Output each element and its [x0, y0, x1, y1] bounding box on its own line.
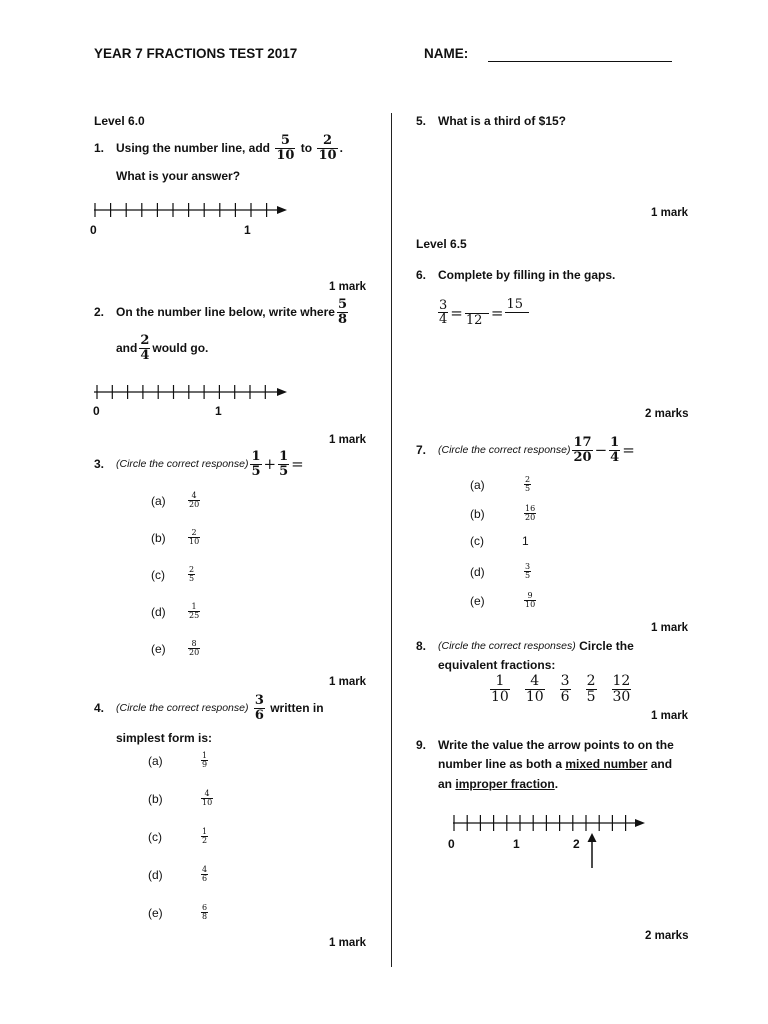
option-label: (a): [148, 753, 163, 768]
column-divider: [391, 113, 392, 967]
level-heading: Level 6.5: [416, 237, 467, 251]
option-label: (c): [148, 829, 162, 844]
question-text: What is a third of $15?: [438, 114, 567, 128]
equivalent-fraction-list: [488, 674, 633, 704]
mark-label: 1 mark: [329, 676, 367, 688]
question-text: Write the value the arrow points to on the: [438, 738, 674, 752]
question-number: 6.: [416, 268, 427, 282]
option-label: (d): [470, 564, 485, 579]
fraction-with-gap[interactable]: 15: [505, 298, 529, 328]
equivalent-fraction-option[interactable]: $\frac{3}{6}$: [560, 673, 570, 705]
question-6: [416, 268, 615, 282]
question-number: 4.: [94, 701, 105, 716]
tick-label: 2: [573, 837, 580, 851]
mark-label: 1 mark: [651, 710, 689, 722]
option-label: (e): [470, 593, 485, 608]
option-label: (c): [470, 534, 484, 548]
answer-option[interactable]: [470, 592, 538, 610]
mark-label: 1 mark: [329, 281, 367, 293]
question-5: [416, 114, 566, 128]
equivalent-fraction-option[interactable]: $\frac{4}{10}$: [525, 673, 544, 705]
answer-option[interactable]: [151, 492, 202, 510]
instruction-text: (Circle the correct response): [116, 458, 249, 471]
option-fraction: $\frac{2}{5}$: [525, 475, 531, 494]
option-fraction: $\frac{6}{8}$: [202, 903, 208, 922]
page-title: YEAR 7 FRACTIONS TEST 2017: [94, 46, 298, 61]
option-fraction: $\frac{4}{10}$: [202, 789, 213, 808]
tick-label: 0: [448, 837, 455, 851]
fraction: $\frac{3}{4}$: [439, 297, 448, 328]
fraction: $\frac{3}{6}$: [254, 693, 264, 723]
answer-option[interactable]: [148, 866, 210, 884]
question-number: 8.: [416, 639, 427, 653]
name-blank-line[interactable]: [488, 61, 672, 62]
question-text: number line as both a mixed number and: [438, 757, 673, 771]
answer-option[interactable]: [470, 563, 533, 581]
tick-label: 1: [215, 404, 222, 418]
option-fraction: $\frac{4}{20}$: [189, 491, 200, 510]
question-number: 7.: [416, 443, 427, 458]
fraction-with-gap[interactable]: 12: [465, 298, 489, 328]
equivalent-fraction-option[interactable]: $\frac{12}{30}$: [612, 673, 631, 705]
answer-option[interactable]: [148, 790, 215, 808]
mark-label: 2 marks: [645, 408, 689, 420]
option-fraction: $\frac{3}{5}$: [525, 562, 531, 581]
question-text: Circle the: [579, 639, 634, 653]
fraction: $\frac{1}{5}$: [279, 449, 289, 479]
answer-option[interactable]: [470, 476, 533, 494]
question-number: 5.: [416, 114, 427, 128]
mark-label: 1 mark: [651, 207, 689, 219]
option-label: (b): [148, 791, 163, 806]
option-label: (e): [148, 905, 163, 920]
name-label: NAME:: [424, 46, 469, 61]
fraction: $\frac{1}{4}$: [610, 435, 620, 465]
level-heading: Level 6.0: [94, 114, 145, 128]
question-text: and $\frac{2}{4}$ would go.: [116, 333, 209, 363]
answer-option[interactable]: [151, 529, 202, 547]
answer-option[interactable]: [470, 505, 538, 523]
option-fraction: $\frac{1}{2}$: [202, 827, 208, 846]
fraction: $\frac{2}{4}$: [140, 333, 150, 363]
fraction: $\frac{5}{10}$: [276, 133, 295, 163]
question-number: 3.: [94, 457, 105, 472]
equivalence-equation: $\frac{3}{4}$ = 12 = 15: [436, 298, 531, 328]
equivalent-fraction-option[interactable]: $\frac{1}{10}$: [491, 673, 509, 705]
tick-label: 0: [90, 223, 97, 237]
option-fraction: $\frac{1}{25}$: [189, 602, 200, 621]
question-text: Using the number line, add: [116, 141, 271, 156]
mark-label: 1 mark: [329, 434, 367, 446]
option-fraction: $\frac{8}{20}$: [189, 639, 200, 658]
option-fraction: $\frac{1}{9}$: [202, 751, 208, 770]
option-label: (b): [470, 506, 485, 521]
option-value: 1: [522, 534, 529, 548]
tick-label: 1: [513, 837, 520, 851]
question-text: simplest form is:: [116, 731, 213, 745]
option-label: (a): [470, 477, 485, 492]
answer-option[interactable]: [148, 904, 210, 922]
instruction-text: (Circle the correct responses): [438, 640, 576, 652]
fraction: $\frac{1}{5}$: [251, 449, 261, 479]
question-text: an improper fraction.: [438, 777, 559, 791]
question-4: 4. (Circle the correct response) $\frac{3}{6}$ written in: [94, 693, 324, 723]
fraction: $\frac{17}{20}$: [573, 435, 592, 465]
question-1: 1. Using the number line, add $\frac{5}{10}$ to $\frac{2}{10}$ .: [94, 133, 343, 163]
question-text: to: [300, 141, 313, 156]
question-text: What is your answer?: [116, 169, 241, 183]
option-fraction: $\frac{16}{20}$: [525, 504, 536, 523]
option-label: (b): [151, 530, 166, 545]
question-number: 9.: [416, 738, 427, 752]
option-fraction: $\frac{9}{10}$: [525, 591, 536, 610]
question-7: 7. (Circle the correct response) $\frac{17}{20}$ − $\frac{1}{4}$ =: [416, 435, 635, 465]
option-label: (d): [151, 604, 166, 619]
option-label: (c): [151, 567, 165, 582]
answer-option[interactable]: [151, 566, 197, 584]
number-line: [448, 812, 648, 872]
mark-label: 1 mark: [651, 622, 689, 634]
question-2: [94, 298, 350, 326]
question-number: 2.: [94, 305, 105, 320]
question-text: equivalent fractions:: [438, 658, 556, 672]
answer-option[interactable]: [470, 534, 529, 548]
instruction-text: (Circle the correct response): [116, 702, 249, 715]
option-fraction: $\frac{4}{6}$: [202, 865, 208, 884]
mark-label: 2 marks: [645, 930, 689, 942]
number-line: [90, 382, 290, 404]
answer-option[interactable]: [151, 603, 202, 621]
instruction-text: (Circle the correct response): [438, 444, 571, 457]
option-label: (e): [151, 641, 166, 656]
arrow-up-icon: [588, 833, 597, 868]
question-8: [416, 639, 634, 653]
question-text: On the number line below, write where: [116, 305, 335, 320]
answer-option[interactable]: [148, 828, 210, 846]
question-9: [416, 738, 674, 752]
question-3: 3. (Circle the correct response) $\frac{1}{5}$ + $\frac{1}{5}$ =: [94, 449, 304, 479]
answer-option[interactable]: [148, 752, 210, 770]
question-number: 1.: [94, 141, 105, 156]
option-fraction: $\frac{2}{10}$: [189, 528, 200, 547]
mixed-number-term: mixed number: [565, 757, 648, 771]
option-label: (d): [148, 867, 163, 882]
mark-label: 1 mark: [329, 937, 367, 949]
number-line: [90, 200, 290, 222]
improper-fraction-term: improper fraction: [455, 777, 555, 791]
fraction: $\frac{5}{8}$: [337, 297, 347, 327]
equivalent-fraction-option[interactable]: $\frac{2}{5}$: [586, 673, 596, 705]
option-fraction: $\frac{2}{5}$: [189, 565, 195, 584]
answer-option[interactable]: [151, 640, 202, 658]
option-label: (a): [151, 493, 166, 508]
question-text: Complete by filling in the gaps.: [438, 268, 616, 282]
tick-label: 1: [244, 223, 251, 237]
tick-label: 0: [93, 404, 100, 418]
fraction: $\frac{2}{10}$: [318, 133, 337, 163]
